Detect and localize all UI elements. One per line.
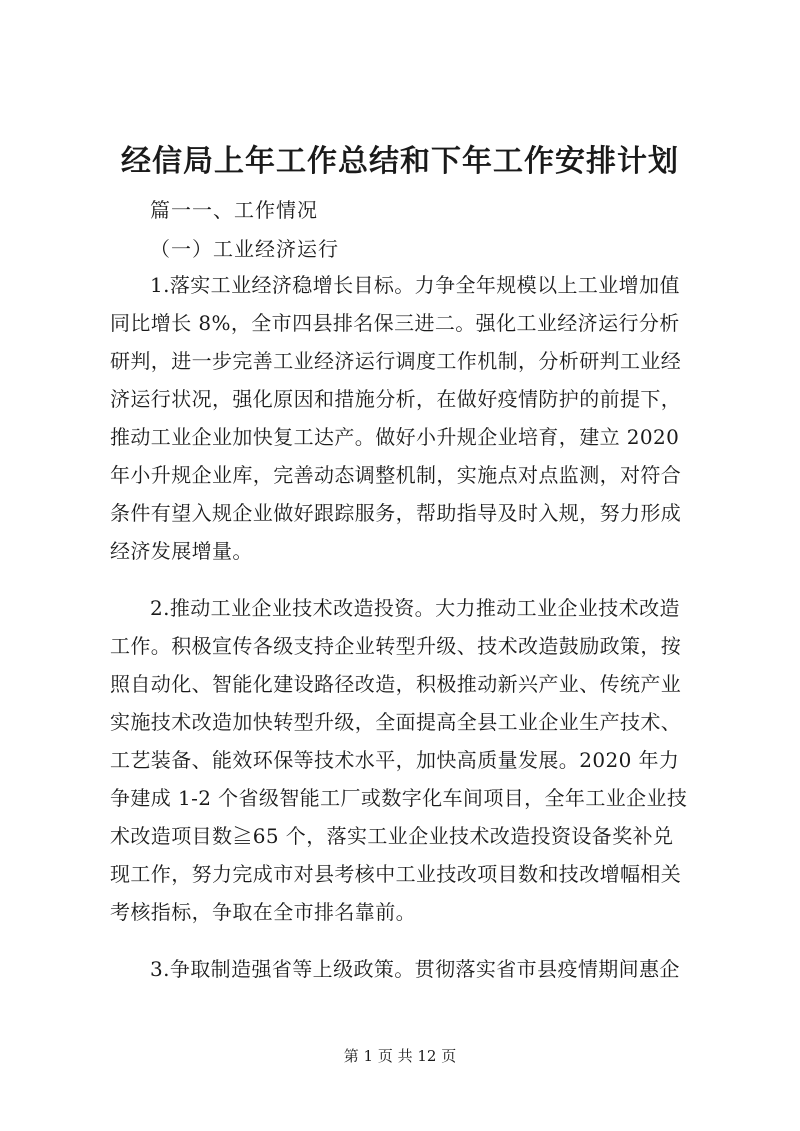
paragraph-line: 争建成 1-2 个省级智能工厂或数字化车间项目，全年工业企业技 <box>110 786 688 810</box>
paragraph-line: 推动工业企业加快复工达产。做好小升规企业培育，建立 2020 <box>110 425 680 449</box>
paragraph-3 <box>110 950 710 988</box>
paragraph-line: 工作。积极宣传各级支持企业转型升级、技术改造鼓励政策，按 <box>110 634 682 658</box>
paragraph-line: 济运行状况，强化原因和措施分析，在做好疫情防护的前提下， <box>110 387 682 411</box>
paragraph-line: 经济发展增量。 <box>110 539 253 563</box>
page-footer: 第 1 页 共 12 页 <box>343 1047 457 1065</box>
paragraph-line: 3.争取制造强省等上级政策。贯彻落实省市县疫情期间惠企 <box>150 957 680 981</box>
paragraph-line: 2.推动工业企业技术改造投资。大力推动工业企业技术改造 <box>150 596 680 620</box>
paragraph-line: 研判，进一步完善工业经济运行调度工作机制，分析研判工业经 <box>110 349 682 373</box>
paragraph-line: 工艺装备、能效环保等技术水平，加快高质量发展。2020 年力 <box>110 748 680 772</box>
paragraph-line: 1.落实工业经济稳增长目标。力争全年规模以上工业增加值 <box>150 273 680 297</box>
paragraph-line: 考核指标，争取在全市排名靠前。 <box>110 900 416 924</box>
paragraph-line: 实施技术改造加快转型升级，全面提高全县工业企业生产技术、 <box>110 710 682 734</box>
paragraph-line: 同比增长 8%，全市四县排名保三进二。强化工业经济运行分析 <box>110 311 680 335</box>
paragraph-line: 术改造项目数≧65 个，落实工业企业技术改造投资设备奖补兑 <box>110 824 674 848</box>
subsection-heading: （一）工业经济运行 <box>150 237 339 261</box>
paragraph-1 <box>110 266 710 570</box>
paragraph-line: 照自动化、智能化建设路径改造，积极推动新兴产业、传统产业 <box>110 672 682 696</box>
paragraph-line: 现工作，努力完成市对县考核中工业技改项目数和技改增幅相关 <box>110 862 682 886</box>
paragraph-line: 条件有望入规企业做好跟踪服务，帮助指导及时入规，努力形成 <box>110 501 682 525</box>
paragraph-2 <box>110 589 710 931</box>
paragraph-line: 年小升规企业库，完善动态调整机制，实施点对点监测，对符合 <box>110 463 682 487</box>
section-heading: 篇一一、工作情况 <box>150 198 318 222</box>
document-title: 经信局上年工作总结和下年工作安排计划 <box>121 144 679 179</box>
